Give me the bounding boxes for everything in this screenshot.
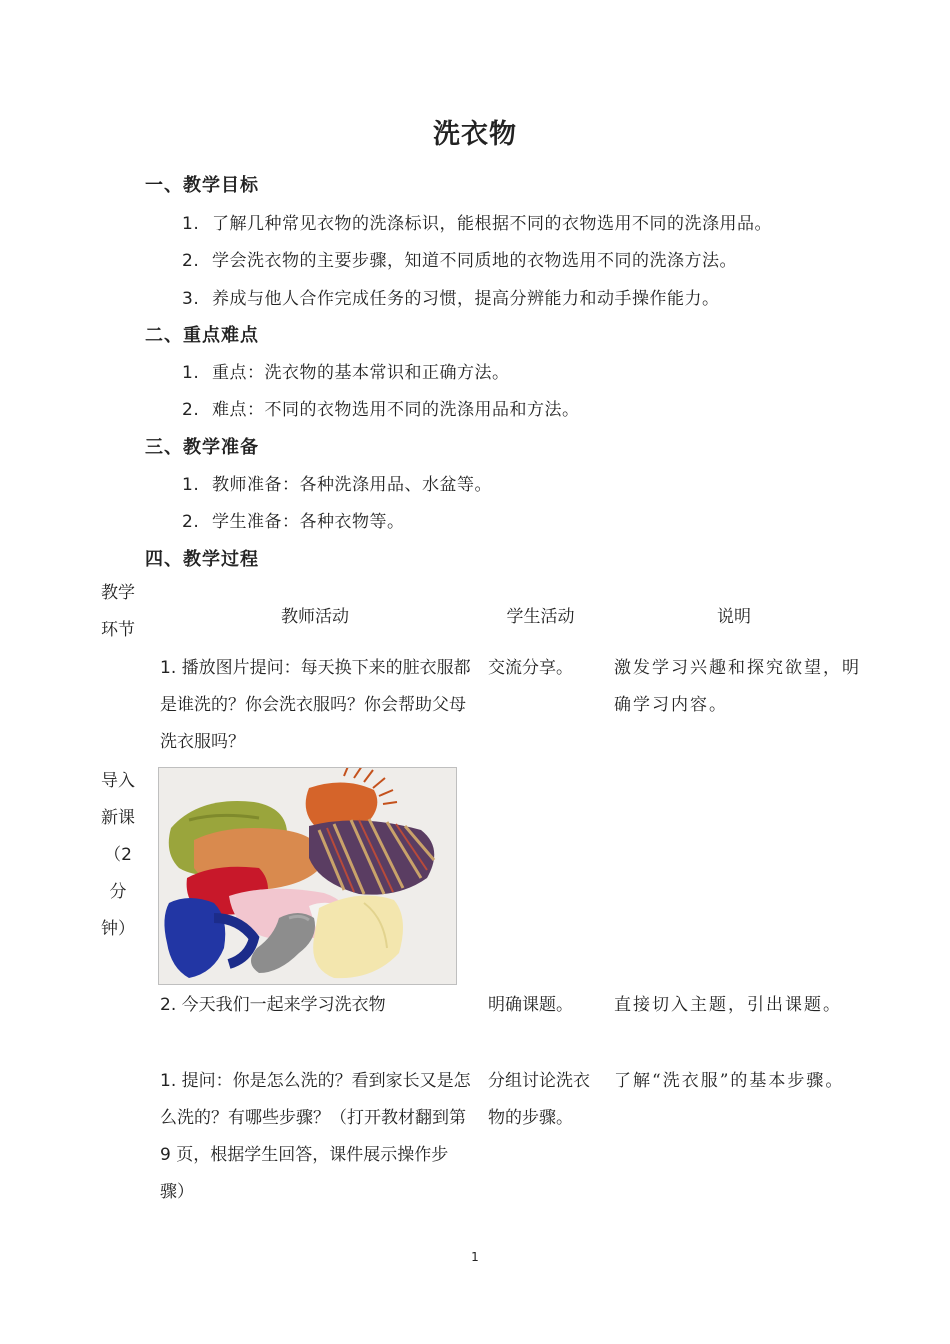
section-heading-prep: 三、教学准备 [145, 437, 259, 458]
teacher-activity: 2. 今天我们一起来学习洗衣物 [160, 995, 386, 1015]
table-header-stage: 教学 环节 [101, 583, 135, 640]
goal-item: 3. 养成与他人合作完成任务的习惯，提高分辨能力和动手操作能力。 [182, 289, 720, 309]
clothes-illustration [159, 768, 456, 984]
activity-note: 直接切入主题，引出课题。 [614, 995, 842, 1015]
dirty-clothes-photo [158, 767, 457, 985]
stage-label-intro: 导入 新课 （2 分 钟） [101, 771, 135, 939]
activity-note: 激发学习兴趣和探究欲望，明确学习内容。 [614, 658, 861, 715]
section-heading-keypoints: 二、重点难点 [145, 325, 259, 346]
teacher-activity: 1. 播放图片提问：每天换下来的脏衣服都是谁洗的？你会洗衣服吗？你会帮助父母洗衣服吗？ [160, 658, 471, 752]
goal-item: 1. 了解几种常见衣物的洗涤标识，能根据不同的衣物选用不同的洗涤用品。 [182, 214, 772, 234]
prep-item: 1. 教师准备：各种洗涤用品、水盆等。 [182, 475, 492, 495]
section-heading-goals: 一、教学目标 [145, 175, 259, 196]
goal-item: 2. 学会洗衣物的主要步骤，知道不同质地的衣物选用不同的洗涤方法。 [182, 251, 737, 271]
student-activity: 分组讨论洗衣物的步骤。 [488, 1071, 590, 1128]
keypoint-item: 2. 难点：不同的衣物选用不同的洗涤用品和方法。 [182, 400, 580, 420]
student-activity: 明确课题。 [488, 995, 573, 1015]
activity-note: 了解“洗衣服”的基本步骤。 [614, 1071, 845, 1091]
table-header-note: 说明 [717, 607, 751, 627]
table-header-student: 学生活动 [506, 607, 575, 627]
teacher-activity: 1. 提问：你是怎么洗的？看到家长又是怎么洗的？有哪些步骤？（打开教材翻到第 9 页，根据学生回答，课件展示操作步骤） [160, 1071, 471, 1202]
keypoint-item: 1. 重点：洗衣物的基本常识和正确方法。 [182, 363, 510, 383]
page-number: 1 [471, 1250, 479, 1264]
section-heading-process: 四、教学过程 [145, 549, 259, 570]
prep-item: 2. 学生准备：各种衣物等。 [182, 512, 405, 532]
page-title: 洗衣物 [433, 119, 517, 150]
table-header-teacher: 教师活动 [281, 607, 349, 627]
student-activity: 交流分享。 [488, 658, 573, 678]
